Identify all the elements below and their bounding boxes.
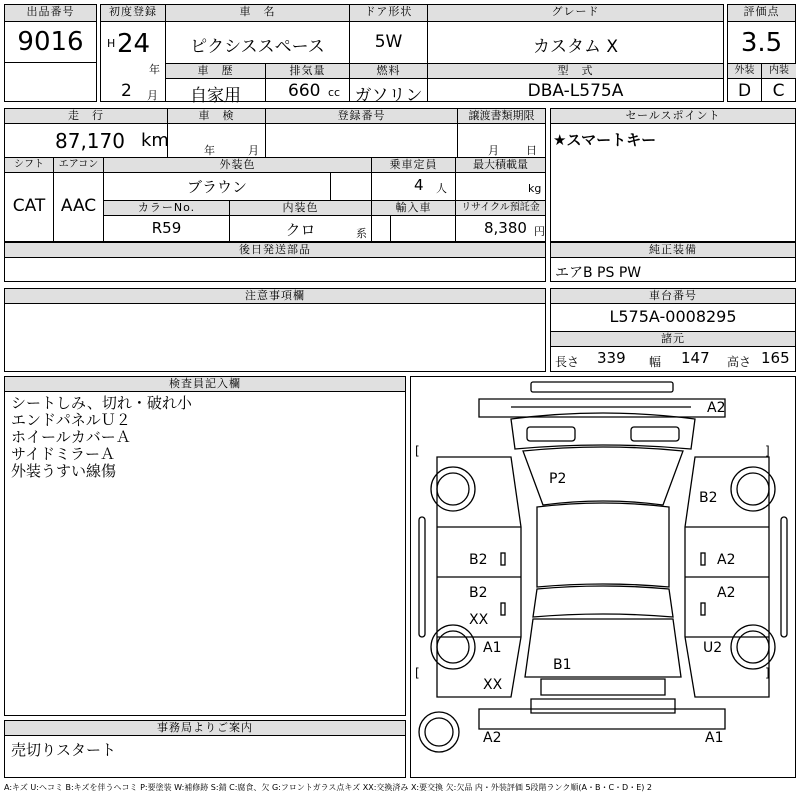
bracket-mark: [ <box>415 444 420 458</box>
office-label: 事務局よりご案内 <box>5 721 405 736</box>
inspection-year: 年 <box>204 144 215 157</box>
damage-mark: B2 <box>699 490 718 506</box>
model-cell <box>427 64 723 102</box>
sales-point-value: ★スマートキー <box>553 131 657 149</box>
height-value: 165 <box>761 349 790 367</box>
displacement-label: 排気量 <box>266 64 349 79</box>
intcolor-unit: 系 <box>356 227 367 240</box>
door-label: ドア形状 <box>350 5 427 22</box>
width-label: 幅 <box>649 355 662 369</box>
transfer-label: 譲渡書類期限 <box>458 109 545 124</box>
import-label: 輸入車 <box>372 201 455 216</box>
reg-cell <box>265 109 457 157</box>
capacity-value: 4 <box>414 176 424 194</box>
later-parts-label: 後日発送部品 <box>5 243 545 258</box>
color-label: 外装色 <box>104 158 371 173</box>
score-value: 3.5 <box>740 28 783 58</box>
model-value: DBA-L575A <box>527 81 624 101</box>
fuel-value: ガソリン <box>354 86 423 106</box>
width-value: 147 <box>681 349 710 367</box>
sales-point-box <box>550 108 796 242</box>
note-line: ホイールカバーＡ <box>11 428 131 446</box>
sales-point-label: セールスポイント <box>551 109 795 124</box>
interior-value: C <box>772 81 785 101</box>
interior-label: 内装 <box>761 64 796 79</box>
equipment-value: エアB PS PW <box>555 265 642 281</box>
fuel-label: 燃料 <box>350 64 427 79</box>
legend: A:キズ U:ヘコミ B:キズを伴うヘコミ P:要塗装 W:補修跡 S:錆 C:腐食、欠 G:フロントガラス点キズ XX:交換済み X:要交換 欠:欠品 内・外装評価 5段階ランク順(A・B・C・D・E) 2 <box>4 783 653 792</box>
score-label: 評価点 <box>728 5 795 22</box>
spec-label: 諸元 <box>551 331 795 347</box>
bracket-mark: [ <box>415 666 420 680</box>
exterior-value: D <box>737 81 752 101</box>
note-line: シートしみ、切れ・破れ小 <box>11 394 192 412</box>
intcolor-label: 内装色 <box>230 201 371 216</box>
lot-number-label: 出品番号 <box>5 5 96 22</box>
intcolor-cell <box>229 200 371 242</box>
intcolor-value: クロ <box>285 221 316 239</box>
grade-label: グレード <box>428 5 723 22</box>
colorno-value: R59 <box>151 219 182 237</box>
caution-label: 注意事項欄 <box>5 289 545 304</box>
reg-year: 24 <box>117 29 151 59</box>
sub-score-row <box>728 63 795 101</box>
vehicle-header-box <box>100 4 724 106</box>
first-reg-label: 初度登録 <box>101 5 165 22</box>
height-label: 高さ <box>727 355 752 369</box>
reg-label: 登録番号 <box>266 109 457 124</box>
damage-mark: U2 <box>703 640 723 656</box>
office-box <box>4 720 406 778</box>
capacity-unit: 人 <box>436 182 447 195</box>
door-value: 5W <box>374 32 403 52</box>
capacity-label: 乗車定員 <box>372 158 455 173</box>
note-line: エンドパネルＵ２ <box>11 411 131 429</box>
exterior-label: 外装 <box>728 64 761 79</box>
history-label: 車 歴 <box>166 64 265 79</box>
colorno-label: カラーNo. <box>104 201 229 216</box>
door-cell <box>349 5 427 63</box>
transfer-month: 月 <box>488 144 499 157</box>
score-box <box>727 4 796 102</box>
grade-cell <box>427 5 723 63</box>
damage-mark: B1 <box>553 657 572 673</box>
color-cell <box>103 158 371 200</box>
fuel-cell <box>349 64 427 106</box>
mileage-unit: km <box>141 130 169 151</box>
shift-value: CAT <box>12 196 46 216</box>
colorno-cell <box>103 200 229 242</box>
detail-box <box>4 108 546 242</box>
recycle-value: 8,380 <box>484 219 527 237</box>
divider <box>330 172 331 200</box>
chassis-box <box>550 288 796 372</box>
lot-number-value: 9016 <box>17 27 84 57</box>
divider <box>390 215 391 243</box>
displacement-value: 660 <box>288 81 321 101</box>
transfer-day: 日 <box>526 144 537 157</box>
inspector-label: 検査員記入欄 <box>5 377 405 392</box>
car-outline <box>411 377 795 777</box>
office-value: 売切りスタート <box>11 741 117 759</box>
damage-mark: P2 <box>549 471 567 487</box>
inspector-notes <box>11 395 192 480</box>
damage-mark: XX <box>469 612 489 628</box>
lot-number-box <box>4 4 97 102</box>
load-label: 最大積載量 <box>456 158 545 173</box>
damage-mark: B2 <box>469 552 488 568</box>
model-label: 型 式 <box>428 64 723 79</box>
later-parts-box <box>4 242 546 282</box>
bracket-mark: ] <box>765 444 770 458</box>
name-cell <box>165 5 349 63</box>
displacement-cell <box>265 64 349 102</box>
damage-mark: A2 <box>717 585 736 601</box>
chassis-value: L575A-0008295 <box>609 307 737 326</box>
damage-mark: B2 <box>469 585 488 601</box>
caution-box <box>4 288 546 372</box>
history-value: 自家用 <box>190 86 241 106</box>
damage-mark: A2 <box>707 400 726 416</box>
bracket-mark: ] <box>765 666 770 680</box>
note-line: 外装うすい線傷 <box>11 462 117 480</box>
capacity-cell <box>371 158 455 200</box>
inspection-cell <box>167 109 265 157</box>
month-unit: 月 <box>147 89 158 102</box>
damage-mark: A2 <box>717 552 736 568</box>
damage-mark: A1 <box>705 730 724 746</box>
equipment-label: 純正装備 <box>551 243 795 258</box>
recycle-cell <box>455 200 545 242</box>
spec-row <box>165 63 723 106</box>
recycle-unit: 円 <box>534 225 545 238</box>
damage-mark: A2 <box>483 730 502 746</box>
grade-value: カスタム X <box>532 37 619 57</box>
inspector-box <box>4 376 406 716</box>
year-unit: 年 <box>149 63 160 76</box>
damage-mark: XX <box>483 677 503 693</box>
ac-label: エアコン <box>54 158 103 173</box>
history-cell <box>165 64 265 106</box>
shift-label: シフト <box>5 158 53 173</box>
displacement-unit: cc <box>328 86 341 99</box>
import-cell <box>371 200 455 242</box>
chassis-label: 車台番号 <box>551 289 795 304</box>
inspection-month: 月 <box>248 144 259 157</box>
ac-value: AAC <box>60 196 97 216</box>
mileage-label: 走 行 <box>5 109 167 124</box>
transfer-cell <box>457 109 545 157</box>
length-label: 長さ <box>555 355 580 369</box>
mileage-value: 87,170 <box>55 129 125 153</box>
load-unit: kg <box>528 182 542 195</box>
color-value: ブラウン <box>186 178 247 196</box>
reg-month: 2 <box>121 81 132 101</box>
length-value: 339 <box>597 349 626 367</box>
inspection-label: 車 検 <box>168 109 265 124</box>
spec-block <box>5 157 545 241</box>
name-value: ピクシススペース <box>190 37 325 57</box>
note-line: サイドミラーＡ <box>11 445 115 463</box>
era: H <box>107 37 116 50</box>
recycle-label: リサイクル預託金 <box>456 201 545 216</box>
name-label: 車 名 <box>166 5 349 22</box>
damage-diagram <box>410 376 796 778</box>
divider <box>5 62 96 63</box>
load-cell <box>455 158 545 200</box>
ac-cell <box>53 158 103 242</box>
damage-mark: A1 <box>483 640 502 656</box>
equipment-box <box>550 242 796 282</box>
